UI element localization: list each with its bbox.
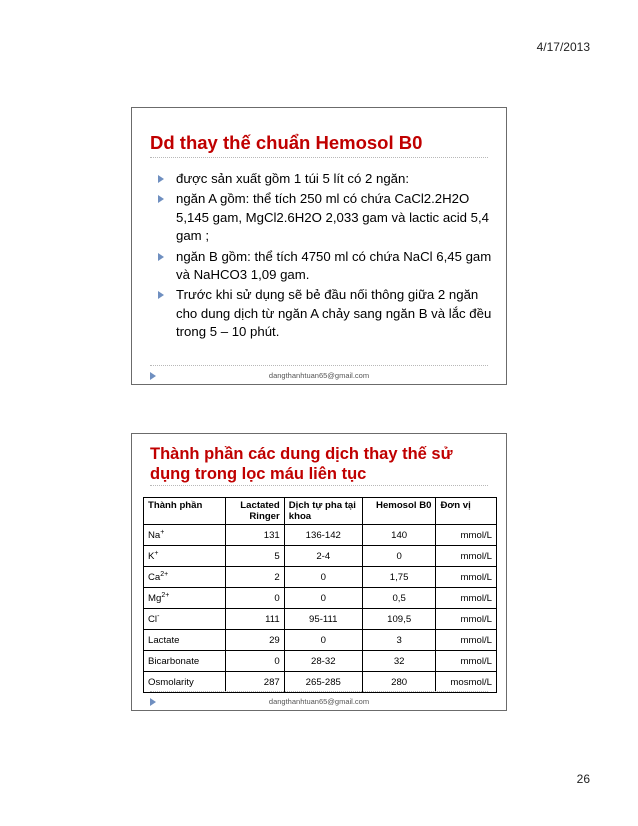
footer-divider — [150, 365, 488, 366]
cell-component: K+ — [144, 546, 226, 567]
table-row — [144, 546, 497, 567]
table-cell: 1,75 — [362, 567, 436, 588]
table-header-row — [144, 498, 497, 525]
table-cell: mmol/L — [436, 609, 497, 630]
table-cell: 265-285 — [284, 672, 362, 693]
header-in-house: Dịch tự pha tại khoa — [284, 498, 362, 525]
table-cell: mmol/L — [436, 525, 497, 546]
cell-component: Bicarbonate — [144, 651, 226, 672]
table-cell: 29 — [226, 630, 284, 651]
table-cell: 32 — [362, 651, 436, 672]
cell-component: Cl- — [144, 609, 226, 630]
bullet-item: được sản xuất gồm 1 túi 5 lít có 2 ngăn: — [154, 170, 494, 188]
table-row — [144, 609, 497, 630]
table-cell: mmol/L — [436, 546, 497, 567]
table-cell: 2-4 — [284, 546, 362, 567]
slide-title: Thành phần các dung dịch thay thế sử dụng trong lọc máu liên tục — [150, 445, 453, 483]
table-cell: mmol/L — [436, 630, 497, 651]
footer-email: dangthanhtuan65@gmail.com — [268, 371, 370, 380]
table-cell: mmol/L — [436, 588, 497, 609]
table-cell: 0 — [284, 567, 362, 588]
table-cell: 2 — [226, 567, 284, 588]
header-lactated-ringer: Lactated Ringer — [226, 498, 284, 525]
cell-component: Na+ — [144, 525, 226, 546]
table-cell: mosmol/L — [436, 672, 497, 693]
header-unit: Đơn vị — [436, 498, 497, 525]
table-cell: 287 — [226, 672, 284, 693]
table-cell: mmol/L — [436, 651, 497, 672]
table-cell: 109,5 — [362, 609, 436, 630]
table-cell: 95-111 — [284, 609, 362, 630]
table-cell: 5 — [226, 546, 284, 567]
cell-component: $Ca^{2+}$ — [144, 567, 226, 588]
slide-hemosol-b0 — [131, 107, 507, 385]
table-cell: 111 — [226, 609, 284, 630]
table-row — [144, 672, 497, 693]
footer-email: dangthanhtuan65@gmail.com — [268, 697, 370, 706]
cell-component: Osmolarity — [144, 672, 226, 693]
cell-component: Lactate — [144, 630, 226, 651]
table-cell: 0 — [362, 546, 436, 567]
bullet-item: ngăn B gồm: thể tích 4750 ml có chứa NaCl 6,45 gam và NaHCO3 1,09 gam. — [154, 248, 494, 285]
table-row — [144, 651, 497, 672]
footer-divider — [150, 691, 488, 692]
table-cell: 140 — [362, 525, 436, 546]
header-component: Thành phần — [144, 498, 226, 525]
table-cell: 0 — [226, 588, 284, 609]
bullet-arrow-icon — [158, 253, 164, 261]
bullet-arrow-icon — [158, 175, 164, 183]
table-cell: 3 — [362, 630, 436, 651]
table-row — [144, 588, 497, 609]
table-row — [144, 630, 497, 651]
table-body — [144, 525, 497, 693]
bullet-item: Trước khi sử dụng sẽ bẻ đầu nối thông giữa 2 ngăn cho dung dịch từ ngăn A chảy sang ngăn B và lắc đều trong 5 – 10 phút. — [154, 286, 494, 341]
table-cell: 0 — [226, 651, 284, 672]
bullet-item: ngăn A gồm: thể tích 250 ml có chứa CaCl2.2H2O 5,145 gam, MgCl2.6H2O 2,033 gam và lactic acid 5,4 gam ; — [154, 190, 494, 245]
composition-table — [143, 497, 497, 693]
page-number: 26 — [576, 772, 590, 786]
header-hemosol: Hemosol B0 — [362, 498, 436, 525]
table-cell: 136-142 — [284, 525, 362, 546]
title-divider — [150, 485, 488, 486]
page-date: 4/17/2013 — [536, 40, 590, 54]
slide-replacement-solutions — [131, 433, 507, 711]
table-cell: 0,5 — [362, 588, 436, 609]
title-divider — [150, 157, 488, 158]
table-row — [144, 525, 497, 546]
table-cell: 280 — [362, 672, 436, 693]
bullet-arrow-icon — [158, 291, 164, 299]
bullet-list — [154, 170, 494, 344]
table-cell: 28-32 — [284, 651, 362, 672]
table-row — [144, 567, 497, 588]
slide-title: Dd thay thế chuẩn Hemosol B0 — [150, 132, 423, 153]
table-cell: 0 — [284, 630, 362, 651]
table-cell: 131 — [226, 525, 284, 546]
table-cell: mmol/L — [436, 567, 497, 588]
table-cell: 0 — [284, 588, 362, 609]
bullet-arrow-icon — [158, 195, 164, 203]
cell-component: $Mg^{2+}$ — [144, 588, 226, 609]
